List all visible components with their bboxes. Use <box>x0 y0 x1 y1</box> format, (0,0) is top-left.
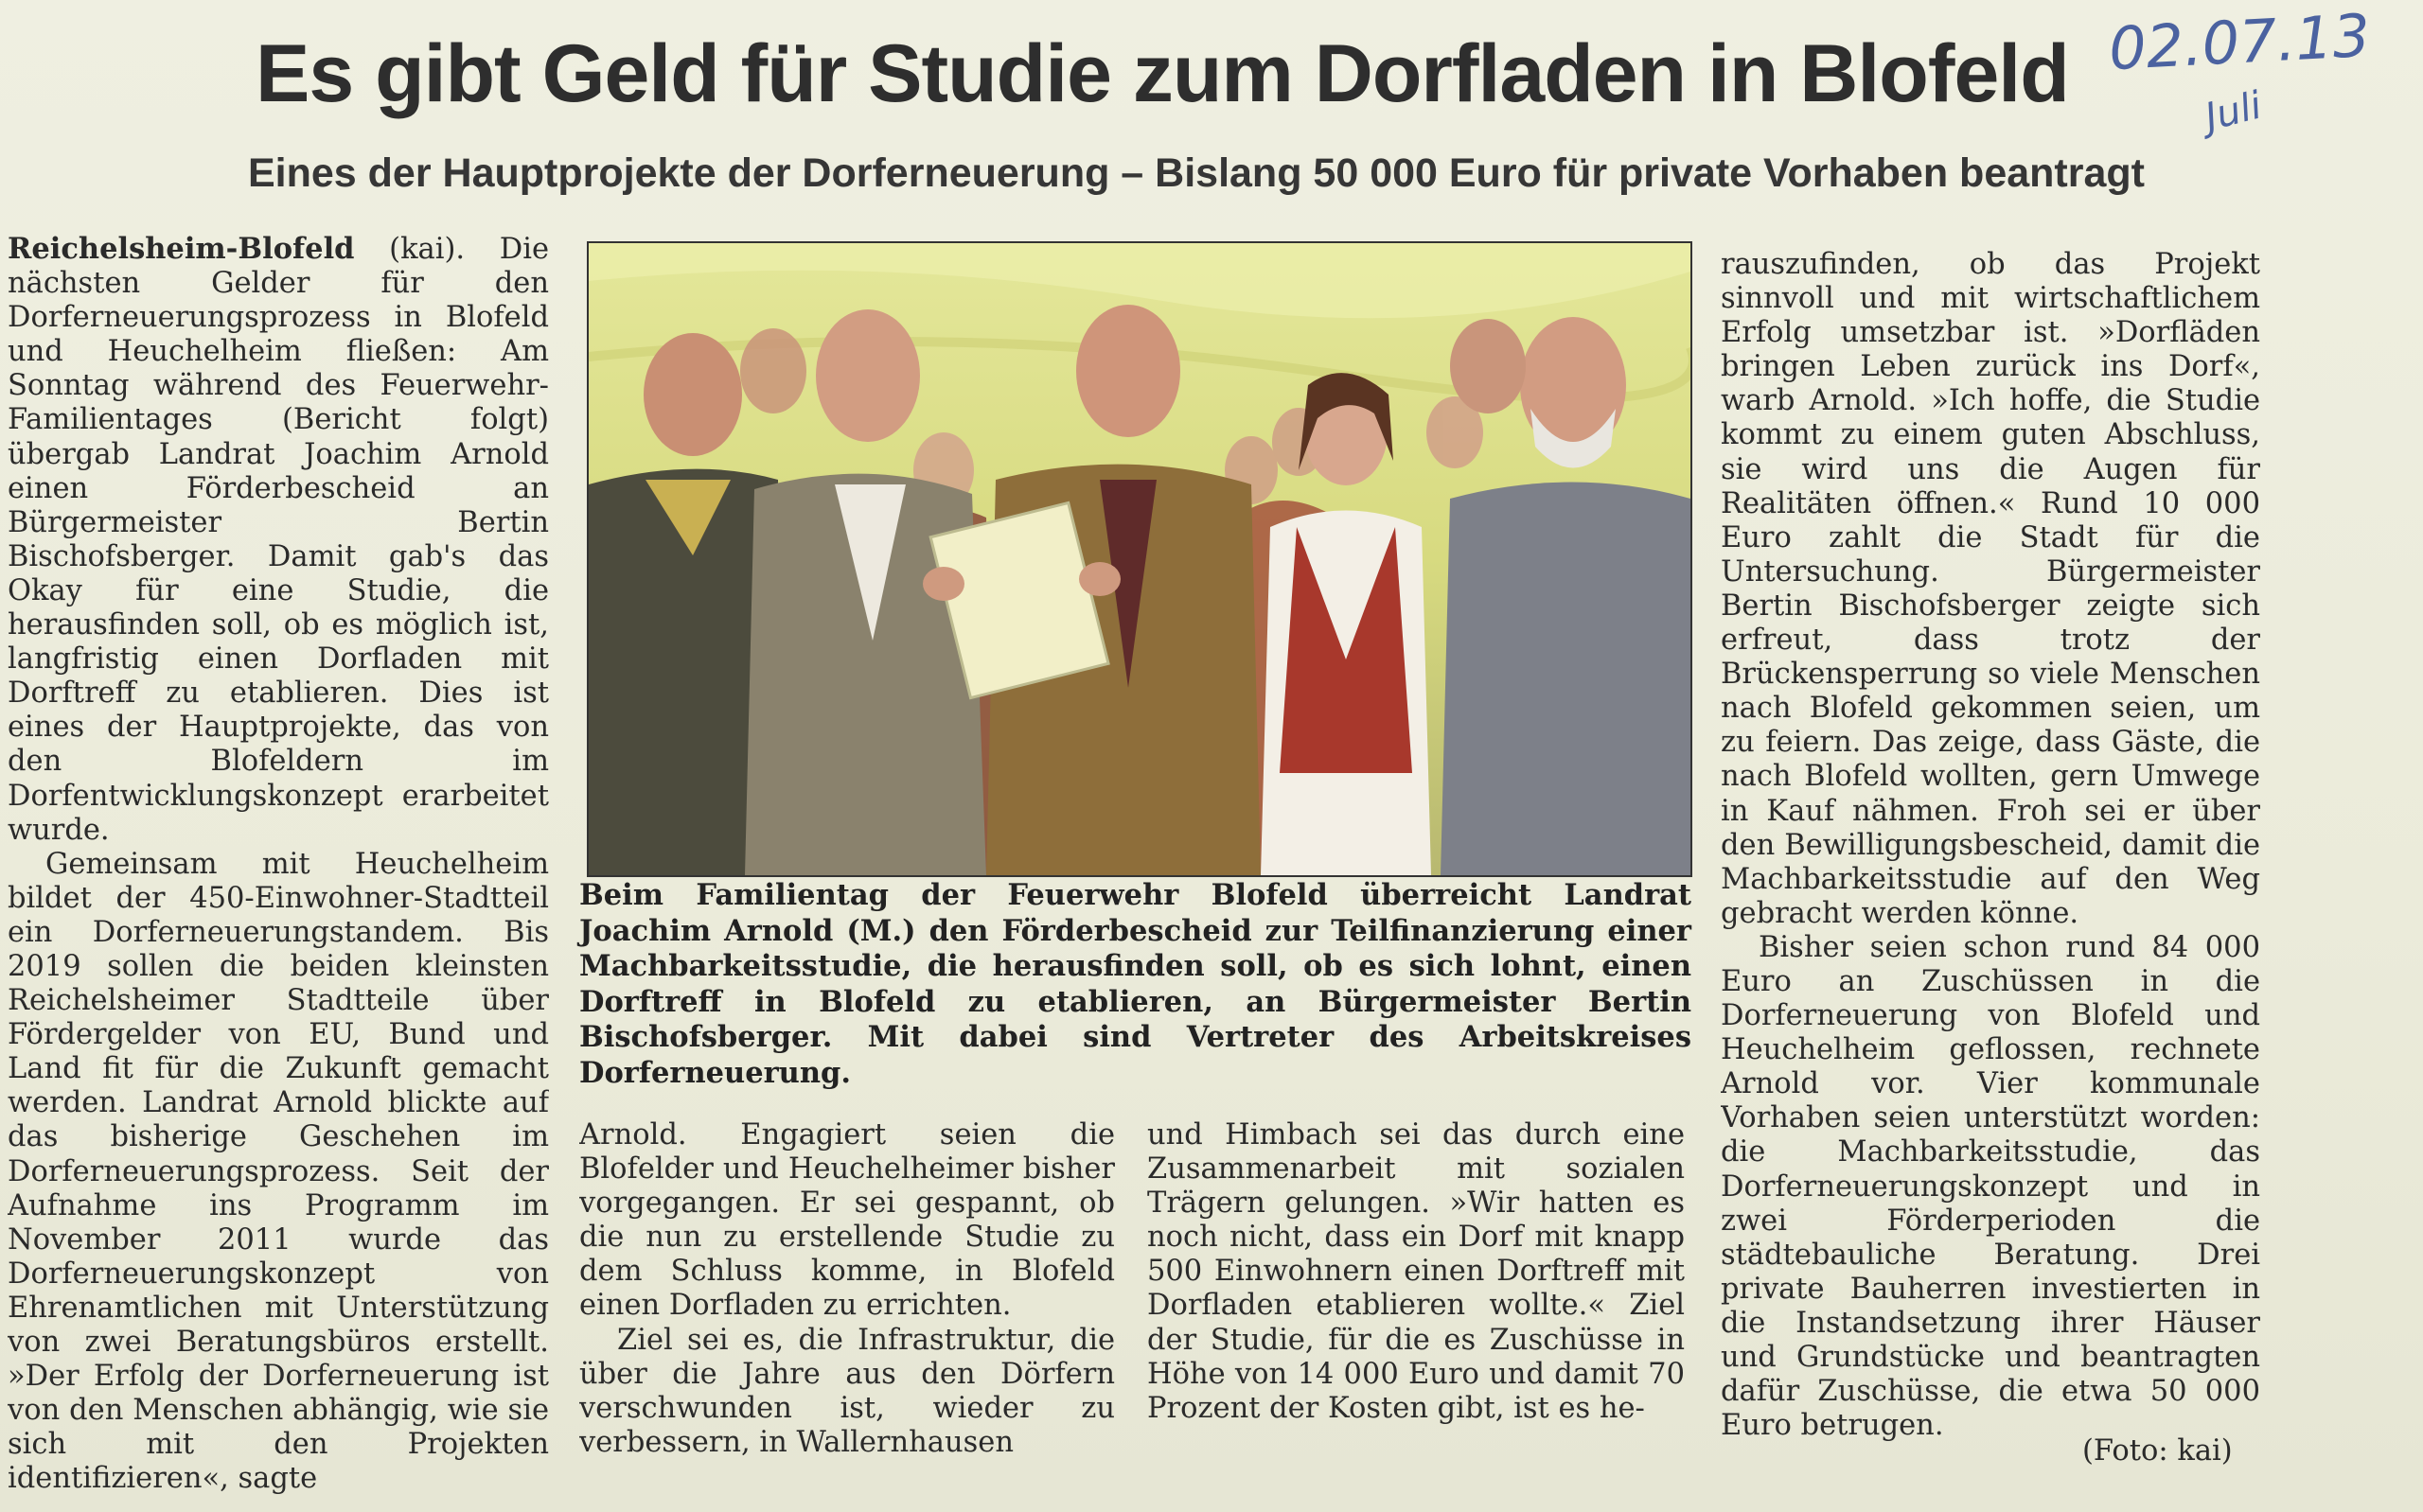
photo-credit: (Foto: kai) <box>2082 1434 2233 1468</box>
handwritten-note: Juli <box>2201 83 2267 140</box>
paragraph: Ziel sei es, die Infrastruktur, die über die Jahre aus den Dörfern verschwunden ist, wieder zu verbessern, in Wallernhausen <box>579 1323 1115 1459</box>
article-column-3 <box>1147 1118 1685 1497</box>
event-photo <box>587 241 1692 877</box>
article-column-4 <box>1721 248 2260 1497</box>
photo-illustration <box>589 243 1690 875</box>
paragraph: Arnold. Engagiert seien die Blofelder und Heuchelheimer bisher vorgegangen. Er sei gespannt, ob die nun zu erstellende Studie zu dem Schluss komme, in Blofeld einen Dorfladen zu errichten. <box>579 1118 1115 1323</box>
article-column-1 <box>8 232 549 1504</box>
handwritten-date: 02.07.13 <box>2107 0 2372 84</box>
paragraph: rauszufinden, ob das Projekt sinnvoll und mit wirtschaftlichem Erfolg umsetzbar ist. »Dorfläden bringen Leben zurück ins Dorf«, warb Arnold. »Ich hoffe, die Studie kommt zu einem guten Abschluss, sie wird uns die Augen für Realitäten öffnen.« Rund 10 000 Euro zahlt die Stadt für die Untersuchung. Bürgermeister Bertin Bischofsberger zeigte sich erfreut, dass trotz der Brückensperrung so viele Menschen nach Blofeld gekommen seien, um zu feiern. Das zeige, dass Gäste, die nach Blofeld wollten, gern Umwege in Kauf nähmen. Froh sei er über den Bewilligungsbescheid, damit die Machbarkeitsstudie auf den Weg gebracht werden könne. <box>1721 248 2260 930</box>
paragraph-text: (kai). Die nächsten Gelder für den Dorferneuerungsprozess in Blofeld und Heuchelheim fließen: Am Sonntag während des Feuerwehr-Familientages (Bericht folgt) übergab Landrat Joachim Arnold einen Förderbescheid an Bürgermeister Bertin Bischofsberger. Damit gab's das Okay für eine Studie, die herausfinden soll, ob es möglich ist, langfristig einen Dorfladen mit Dorftreff zu etablieren. Dies ist eines der Hauptprojekte, das von den Blofeldern im Dorfentwicklungskonzept erarbeitet wurde. <box>8 233 549 847</box>
paragraph: und Himbach sei das durch eine Zusammenarbeit mit sozialen Trägern gelungen. »Wir hatten es noch nicht, dass ein Dorf mit knapp 500 Einwohnern einen Dorftreff mit Dorfladen etablieren wollte.« Ziel der Studie, für die es Zuschüsse in Höhe von 14 000 Euro und damit 70 Prozent der Kosten gibt, ist es he- <box>1147 1118 1685 1425</box>
paragraph <box>8 232 549 848</box>
paragraph: Gemeinsam mit Heuchelheim bildet der 450-Einwohner-Stadtteil ein Dorferneuerungstandem. Bis 2019 sollen die beiden kleinsten Reichelsheimer Stadtteile über Fördergelder von EU, Bund und Land fit für die Zukunft gemacht werden. Landrat Arnold blickte auf das bisherige Geschehen im Dorferneuerungsprozess. Seit der Aufnahme ins Programm im November 2011 wurde das Dorferneuerungskonzept von Ehrenamtlichen mit Unterstützung von zwei Beratungsbüros erstellt. »Der Erfolg der Dorferneuerung ist von den Menschen abhängig, wie sie sich mit den Projekten identifizieren«, sagte <box>8 847 549 1496</box>
photo-caption: Beim Familientag der Feuerwehr Blofeld überreicht Landrat Joachim Arnold (M.) den Förderbescheid zur Teilfinanzierung einer Machbarkeitsstudie, die herausfinden soll, ob es sich lohnt, einen Dorftreff in Blofeld zu etablieren, an Bürgermeister Bertin Bischofsberger. Mit dabei sind Vertreter des Arbeitskreises Dorferneuerung. <box>579 878 1691 1090</box>
subheadline: Eines der Hauptprojekte der Dorferneuerung – Bislang 50 000 Euro für private Vorhaben beantragt <box>248 150 2145 196</box>
article-column-2 <box>579 1118 1115 1497</box>
dateline: Reichelsheim-Blofeld <box>8 232 355 266</box>
paragraph: Bisher seien schon rund 84 000 Euro an Zuschüssen in die Dorferneuerung von Blofeld und Heuchelheim geflossen, rechnete Arnold vor. Vier kommunale Vorhaben seien unterstützt worden: die Machbarkeitsstudie, das Dorferneuerungskonzept und in zwei Förderperioden die städtebauliche Beratung. Drei private Bauherren investierten in die Instandsetzung ihrer Häuser und Grundstücke und beantragten dafür Zuschüsse, die etwa 50 000 Euro betrugen. <box>1721 930 2260 1443</box>
headline: Es gibt Geld für Studie zum Dorfladen in Blofeld <box>256 28 2069 119</box>
